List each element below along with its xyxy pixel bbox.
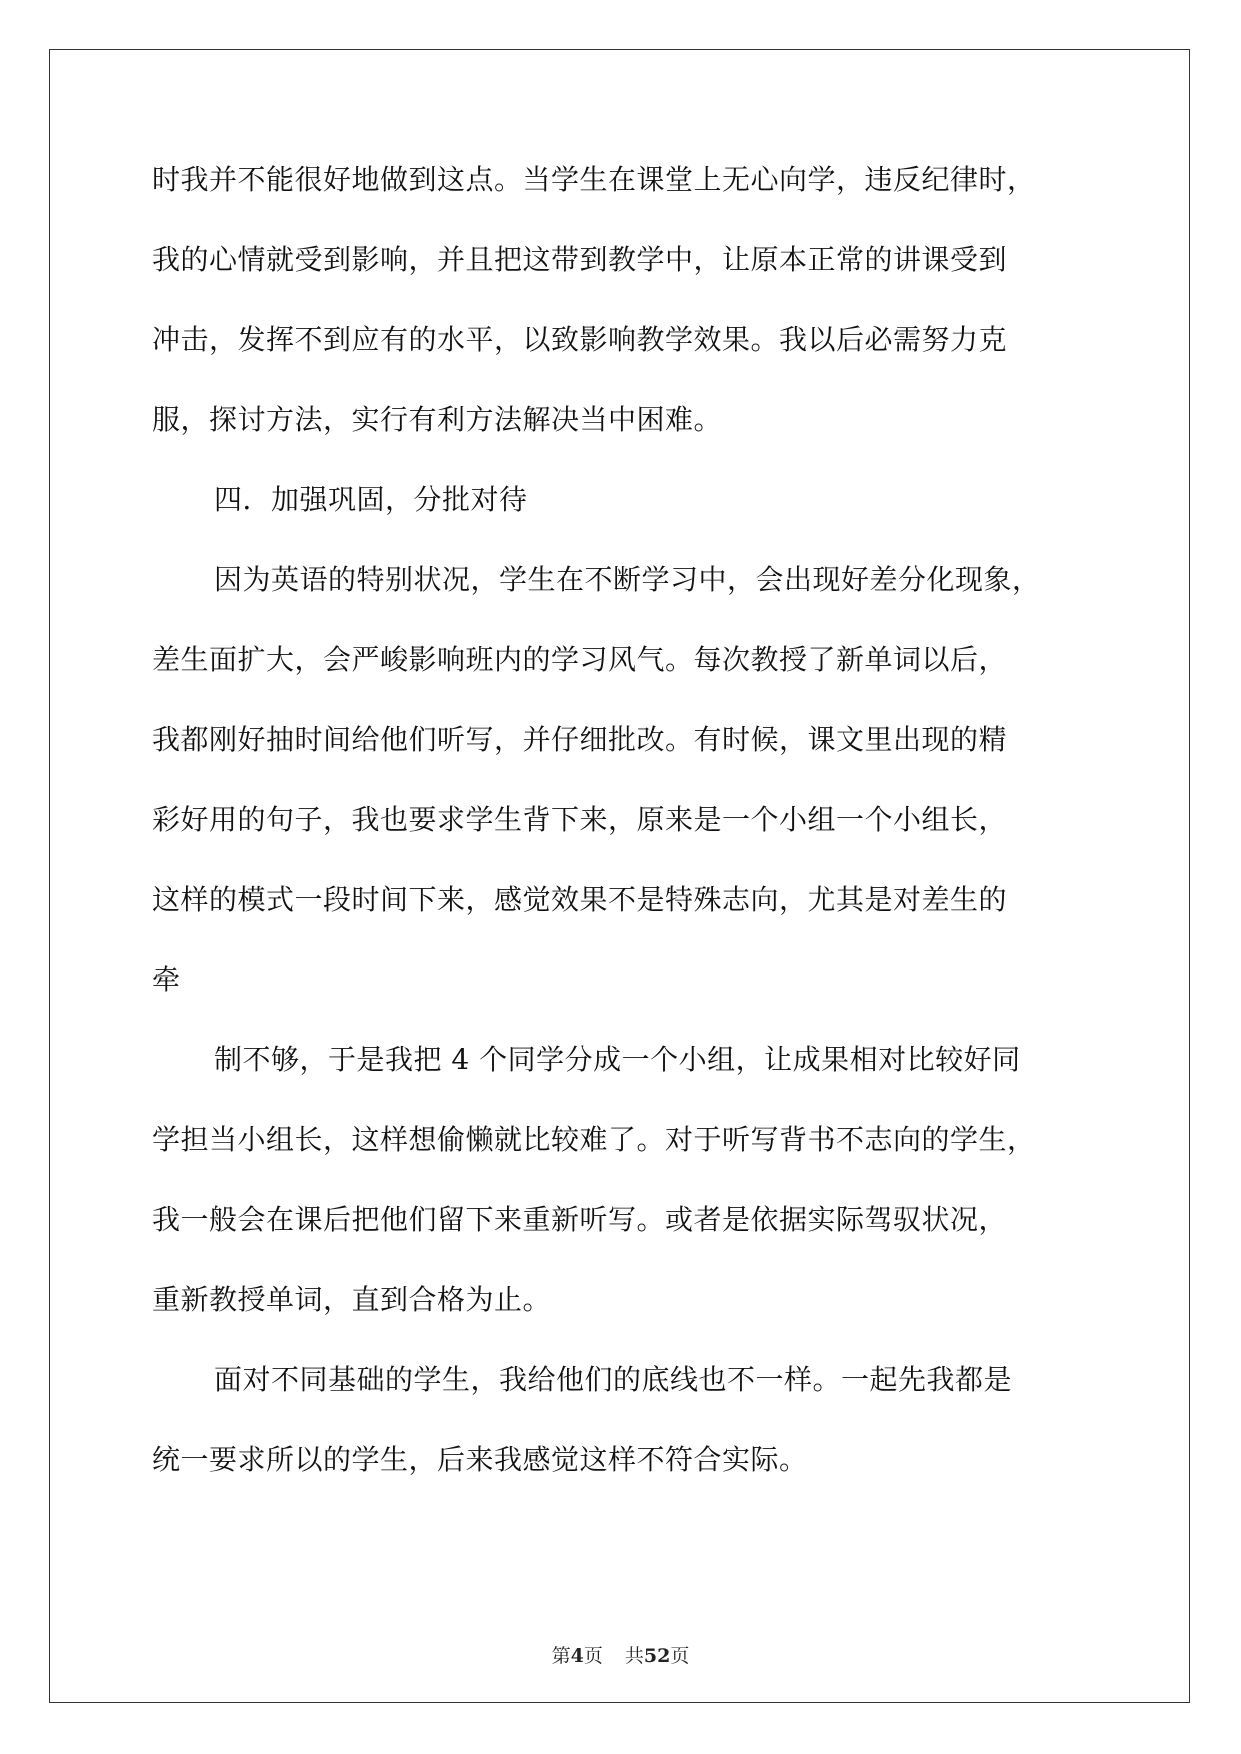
text-line: 这样的模式一段时间下来，感觉效果不是特殊志向，尤其是对差生的 <box>152 883 1008 916</box>
text-line: 我一般会在课后把他们留下来重新听写。或者是依据实际驾驭状况， <box>152 1203 1008 1236</box>
text-line: 我的心情就受到影响，并且把这带到教学中，让原本正常的讲课受到 <box>152 243 1008 276</box>
section-heading: 四．加强巩固，分批对待 <box>214 483 528 516</box>
page-number: 4 <box>570 1645 584 1667</box>
total-suffix: 页 <box>670 1645 690 1667</box>
page-footer <box>0 1644 1241 1668</box>
text-line: 我都刚好抽时间给他们听写，并仔细批改。有时候，课文里出现的精 <box>152 723 1008 756</box>
text-line: 冲击，发挥不到应有的水平，以致影响教学效果。我以后必需努力克 <box>152 323 1008 356</box>
total-prefix: 共 <box>624 1645 644 1667</box>
page-prefix: 第 <box>551 1645 571 1667</box>
text-line: 时我并不能很好地做到这点。当学生在课堂上无心向学，违反纪律时， <box>152 163 1036 196</box>
text-line: 面对不同基础的学生，我给他们的底线也不一样。一起先我都是 <box>214 1363 1013 1396</box>
text-line: 差生面扩大，会严峻影响班内的学习风气。每次教授了新单词以后， <box>152 643 1008 676</box>
text-line: 彩好用的句子，我也要求学生背下来，原来是一个小组一个小组长， <box>152 803 1008 836</box>
text-line: 重新教授单词，直到合格为止。 <box>152 1283 552 1316</box>
text-line: 因为英语的特别状况，学生在不断学习中，会出现好差分化现象， <box>214 563 1041 596</box>
page-suffix: 页 <box>583 1645 603 1667</box>
text-line: 统一要求所以的学生，后来我感觉这样不符合实际。 <box>152 1443 808 1476</box>
text-line: 牵 <box>152 963 181 996</box>
text-line: 学担当小组长，这样想偷懒就比较难了。对于听写背书不志向的学生， <box>152 1123 1036 1156</box>
total-pages: 52 <box>643 1645 671 1667</box>
text-line: 服，探讨方法，实行有利方法解决当中困难。 <box>152 403 723 436</box>
document-body <box>152 160 1092 1520</box>
text-line: 制不够，于是我把 4 个同学分成一个小组，让成果相对比较好同 <box>214 1043 1021 1076</box>
